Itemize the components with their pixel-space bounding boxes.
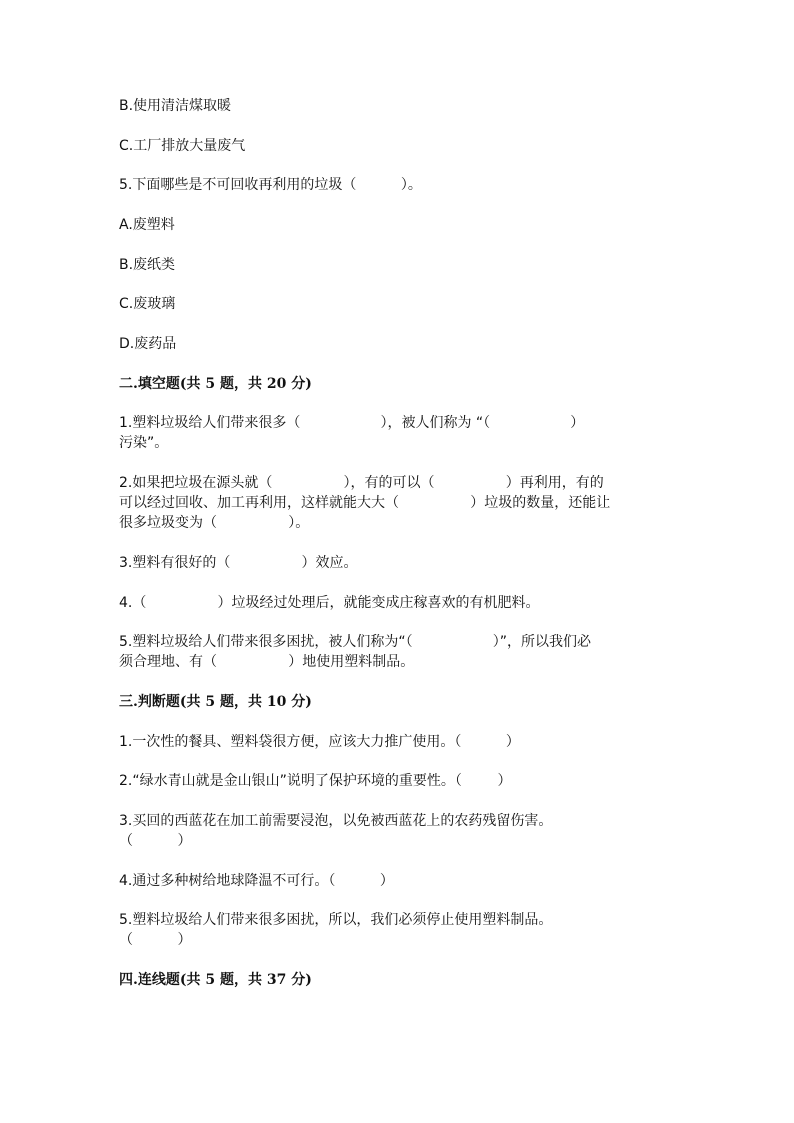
option-d-medicine: D.废药品 bbox=[119, 336, 177, 352]
question-5-recyclable: 5.下面哪些是不可回收再利用的垃圾（ ）。 bbox=[119, 177, 422, 193]
true-false-5-line1: 5.塑料垃圾给人们带来很多困扰，所以，我们必须停止使用塑料制品。 bbox=[119, 912, 553, 928]
option-a-plastic: A.废塑料 bbox=[119, 217, 175, 233]
fill-blank-2-line3: 很多垃圾变为（ ）。 bbox=[119, 515, 310, 531]
section-heading-fill-blank: 二.填空题(共 5 题，共 20 分) bbox=[119, 376, 312, 392]
true-false-3-line2: （ ） bbox=[119, 833, 192, 849]
fill-blank-5-line1: 5.塑料垃圾给人们带来很多困扰，被人们称为“（ ）”，所以我们必 bbox=[119, 634, 591, 650]
fill-blank-1-line1: 1.塑料垃圾给人们带来很多（ ），被人们称为 “（ ） bbox=[119, 415, 585, 431]
fill-blank-2-line2: 可以经过回收、加工再利用，这样就能大大（ ）垃圾的数量，还能让 bbox=[119, 495, 611, 511]
option-b-clean-coal: B.使用清洁煤取暖 bbox=[119, 98, 232, 114]
true-false-5-line2: （ ） bbox=[119, 932, 192, 948]
true-false-4: 4.通过多种树给地球降温不可行。（ ） bbox=[119, 873, 394, 889]
true-false-2: 2.“绿水青山就是金山银山”说明了保护环境的重要性。（ ） bbox=[119, 773, 512, 789]
section-heading-matching: 四.连线题(共 5 题，共 37 分) bbox=[119, 972, 312, 988]
fill-blank-4: 4.（ ）垃圾经过处理后，就能变成庄稼喜欢的有机肥料。 bbox=[119, 595, 540, 611]
option-b-paper: B.废纸类 bbox=[119, 257, 176, 273]
true-false-3-line1: 3.买回的西蓝花在加工前需要浸泡，以免被西蓝花上的农药残留伤害。 bbox=[119, 813, 553, 829]
fill-blank-2-line1: 2.如果把垃圾在源头就（ ），有的可以（ ）再利用，有的 bbox=[119, 475, 604, 491]
fill-blank-1-line2: 污染”。 bbox=[119, 435, 169, 451]
true-false-1: 1.一次性的餐具、塑料袋很方便，应该大力推广使用。（ ） bbox=[119, 734, 520, 750]
fill-blank-3: 3.塑料有很好的（ ）效应。 bbox=[119, 555, 358, 571]
section-heading-true-false: 三.判断题(共 5 题，共 10 分) bbox=[119, 694, 312, 710]
fill-blank-5-line2: 须合理地、有（ ）地使用塑料制品。 bbox=[119, 654, 415, 670]
option-c-factory-gas: C.工厂排放大量废气 bbox=[119, 138, 246, 154]
option-c-glass: C.废玻璃 bbox=[119, 296, 176, 312]
